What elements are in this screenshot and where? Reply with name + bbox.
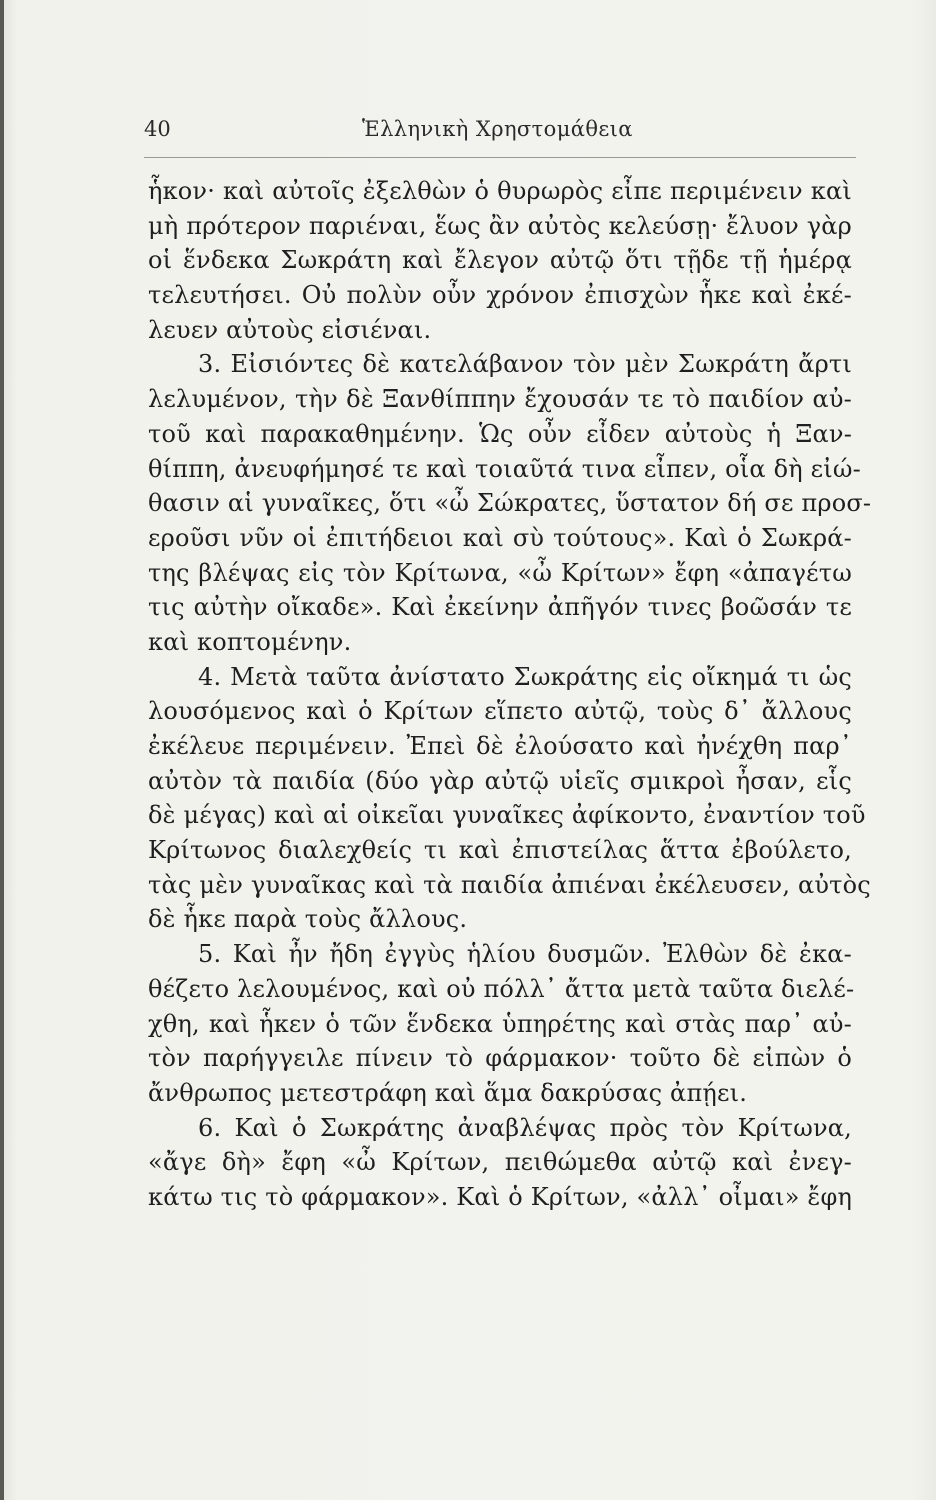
text-line: «ἄγε δὴ» ἔφη «ὦ Κρίτων, πειθώμεθα αὐτῷ καὶ ἐνεγ- [148, 1148, 852, 1177]
text-line: τὰς μὲν γυναῖκας καὶ τὰ παιδία ἀπιέναι ἐκέλευσεν, αὐτὸς [148, 870, 871, 899]
text-line: λελυμένον, τὴν δὲ Ξανθίππην ἔχουσάν τε τὸ παιδίον αὐ- [148, 385, 852, 414]
main-text [148, 174, 872, 1215]
text-line: ἐκέλευε περιμένειν. Ἐπεὶ δὲ ἐλούσατο καὶ ἠνέχθη παρ᾽ [148, 732, 852, 760]
page-number: 40 [144, 117, 171, 141]
text-line: λευεν αὐτοὺς εἰσιέναι. [148, 315, 432, 344]
text-line: θασιν αἱ γυναῖκες, ὅτι «ὦ Σώκρατες, ὕστατον δή σε προσ- [148, 489, 872, 518]
text-line: τις αὐτὴν οἴκαδε». Καὶ ἐκείνην ἀπῆγόν τινες βοῶσάν τε [148, 593, 852, 622]
running-title: Ἑλληνικὴ Χρηστομάθεια [362, 117, 633, 141]
text-line: Κρίτωνος διαλεχθείς τι καὶ ἐπιστείλας ἅττα ἐβούλετο, [148, 836, 852, 865]
text-line: δὲ ἧκε παρὰ τοὺς ἄλλους. [148, 905, 468, 934]
text-line: τοῦ καὶ παρακαθημένην. Ὡς οὖν εἶδεν αὐτοὺς ἡ Ξαν- [148, 419, 852, 448]
page-edge-shadow [0, 0, 4, 1500]
text-line: θέζετο λελουμένος, καὶ οὐ πόλλ᾽ ἄττα μετὰ ταῦτα διελέ- [148, 974, 855, 1003]
text-line: τελευτήσει. Οὐ πολὺν οὖν χρόνον ἐπισχὼν ἧκε καὶ ἐκέ- [148, 281, 852, 310]
paragraph-start-line: 3. Εἰσιόντες δὲ κατελάβανον τὸν μὲν Σωκράτη ἄρτι [198, 350, 852, 379]
text-line: λουσόμενος καὶ ὁ Κρίτων εἵπετο αὐτῷ, τοὺς δ᾽ ἄλλους [148, 697, 852, 726]
text-line: αὐτὸν τὰ παιδία (δύο γὰρ αὐτῷ υἱεῖς σμικροὶ ἦσαν, εἷς [148, 766, 852, 795]
paragraph-start-line: 4. Μετὰ ταῦτα ἀνίστατο Σωκράτης εἰς οἴκημά τι ὡς [198, 662, 852, 691]
text-line: εροῦσι νῦν οἱ ἐπιτήδειοι καὶ σὺ τούτους». Καὶ ὁ Σωκρά- [148, 523, 852, 552]
text-line: καὶ κοπτομένην. [148, 627, 352, 656]
text-line: ἄνθρωπος μετεστράφη καὶ ἅμα δακρύσας ἀπῄει. [148, 1078, 748, 1107]
text-line: δὲ μέγας) καὶ αἱ οἰκεῖαι γυναῖκες ἀφίκοντο, ἐναντίον τοῦ [148, 801, 866, 830]
text-line: μὴ πρότερον παριέναι, ἕως ἂν αὐτὸς κελεύσῃ· ἔλυον γὰρ [148, 211, 852, 240]
text-line: ἧκον· καὶ αὐτοῖς ἐξελθὼν ὁ θυρωρὸς εἶπε περιμένειν καὶ [148, 177, 852, 205]
text-line: θίππη, ἀνευφήμησέ τε καὶ τοιαῦτά τινα εἶπεν, οἷα δὴ εἰώ- [148, 454, 861, 483]
text-line: κάτω τις τὸ φάρμακον». Καὶ ὁ Κρίτων, «ἀλλ᾽ οἶμαι» ἔφη [148, 1182, 853, 1211]
text-line: τὸν παρήγγειλε πίνειν τὸ φάρμακον· τοῦτο δὲ εἰπὼν ὁ [148, 1044, 852, 1073]
text-line: οἱ ἕνδεκα Σωκράτη καὶ ἔλεγον αὐτῷ ὅτι τῇδε τῇ ἡμέρᾳ [148, 246, 852, 275]
paragraph-start-line: 5. Καὶ ἦν ἤδη ἐγγὺς ἡλίου δυσμῶν. Ἐλθὼν δὲ ἐκα- [198, 940, 852, 969]
text-line: χθη, καὶ ἧκεν ὁ τῶν ἕνδεκα ὑπηρέτης καὶ στὰς παρ᾽ αὐ- [148, 1009, 852, 1038]
page-header [144, 117, 856, 158]
text-line: της βλέψας εἰς τὸν Κρίτωνα, «ὦ Κρίτων» ἔφη «ἀπαγέτω [148, 558, 852, 587]
paragraph-start-line: 6. Καὶ ὁ Σωκράτης ἀναβλέψας πρὸς τὸν Κρίτωνα, [198, 1113, 852, 1142]
